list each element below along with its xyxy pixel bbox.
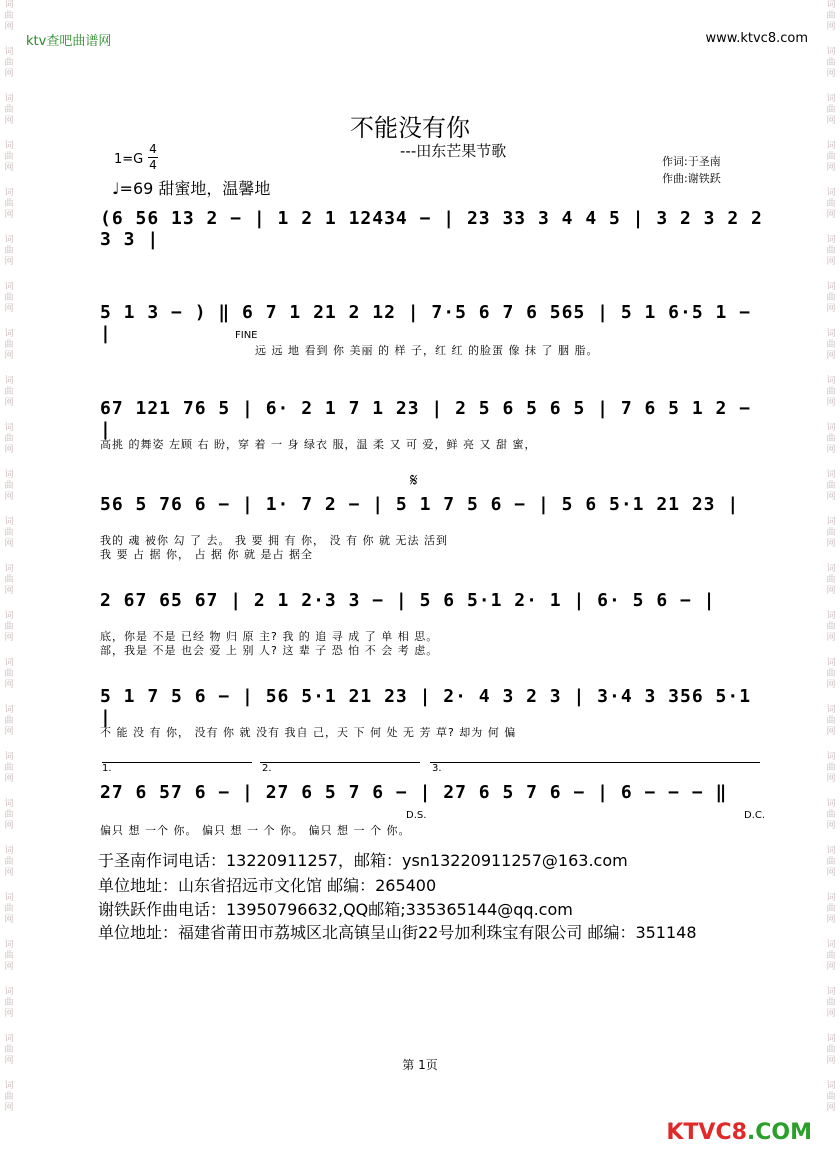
watermark-text: 词曲网 (4, 987, 14, 1019)
lyricist-credit: 作词:于圣南 (662, 155, 721, 168)
watermark-text: 词曲网 (826, 987, 836, 1019)
site-logo[interactable] (666, 1120, 812, 1145)
composer-credit: 作曲:谢铁跃 (662, 172, 721, 185)
site-name-left[interactable]: ktv查吧曲谱网 (26, 34, 112, 49)
watermark-text: 词曲网 (4, 423, 14, 455)
score-row (100, 470, 770, 572)
watermark-text: 词曲网 (4, 799, 14, 831)
ds-mark: D.S. (406, 810, 427, 821)
watermark-text: 词曲网 (826, 376, 836, 408)
watermark-text: 词曲网 (4, 329, 14, 361)
watermark-text: 词曲网 (826, 799, 836, 831)
lyric-line: 不 能 没 有 你， 没有 你 就 没有 我自 己，天 下 何 处 无 芳 草? 却为 何 偏 (100, 726, 517, 739)
lyric-line: 远 远 地 看到 你 美丽 的 样 子，红 红 的脸蛋 像 抹 了 胭 脂。 (255, 344, 599, 357)
song-title: 不能没有你 (350, 114, 470, 142)
volta-bracket (260, 762, 420, 763)
contact-line: 于圣南作词电话：13220911257，邮箱：ysn13220911257@163.com (98, 851, 628, 870)
notation-line: 5 1 3 − ) ‖ 6 7 1 21 2 12 | 7·5 6 7 6 565 | 5 1 6·5 1 − | (100, 302, 752, 344)
watermark-text: 词曲网 (826, 329, 836, 361)
time-signature (148, 142, 158, 173)
logo-part: C8 (715, 1120, 747, 1145)
watermark-text: 词曲网 (826, 752, 836, 784)
watermark-text: 词曲网 (4, 611, 14, 643)
fine-mark: FINE (235, 330, 258, 341)
notation-line: 27 6 57 6 − | 27 6 5 7 6 − | 27 6 5 7 6 − | 6 − − − ‖ (100, 782, 728, 803)
watermark-text: 词曲网 (826, 0, 836, 32)
watermark-text: 词曲网 (826, 47, 836, 79)
key-signature: 1=G (114, 152, 144, 167)
watermark-text: 词曲网 (4, 1034, 14, 1066)
time-signature-top: 4 (149, 142, 157, 156)
lyric-line-2: 部，我是 不是 也会 爱 上 别 人? 这 辈 子 恐 怕 不 会 考 虑。 (100, 644, 439, 657)
watermark-text: 词曲网 (826, 940, 836, 972)
watermark-text: 词曲网 (826, 611, 836, 643)
watermark-text: 词曲网 (826, 1034, 836, 1066)
watermark-text: 词曲网 (4, 1081, 14, 1113)
score-row (100, 590, 770, 668)
score-row (100, 686, 770, 764)
contact-line: 单位地址：福建省莆田市荔城区北高镇呈山街22号加利珠宝有限公司 邮编：351148 (98, 923, 697, 942)
watermark-text: 词曲网 (4, 564, 14, 596)
watermark-text: 词曲网 (826, 517, 836, 549)
lyric-line: 我的 魂 被你 勾 了 去。 我 要 拥 有 你， 没 有 你 就 无法 活到 (100, 534, 448, 547)
watermark-text: 词曲网 (4, 752, 14, 784)
watermark-text: 词曲网 (826, 188, 836, 220)
notation-line: 2 67 65 67 | 2 1 2·3 3 − | 5 6 5·1 2· 1 | 6· 5 6 − | (100, 590, 716, 611)
contact-line: 谢铁跃作曲电话：13950796632,QQ邮箱;335365144@qq.com (98, 900, 573, 919)
watermark-text: 词曲网 (4, 893, 14, 925)
volta-bracket (102, 762, 252, 763)
watermark-text: 词曲网 (826, 1081, 836, 1113)
segno-icon: 𝄋 (410, 470, 418, 491)
watermark-text: 词曲网 (4, 940, 14, 972)
watermark-text: 词曲网 (4, 94, 14, 126)
tempo-text: =69 甜蜜地，温馨地 (119, 179, 271, 198)
watermark-text: 词曲网 (4, 188, 14, 220)
watermark-text: 词曲网 (826, 705, 836, 737)
score-row (100, 302, 770, 380)
watermark-text: 词曲网 (4, 376, 14, 408)
page-number: 第 1页 (402, 1058, 438, 1072)
logo-part: .COM (746, 1120, 812, 1145)
score-row (100, 398, 770, 476)
volta-3: 3. (432, 763, 442, 774)
watermark-text: 词曲网 (826, 94, 836, 126)
logo-part: KTV (666, 1120, 716, 1145)
lyric-line-2: 我 要 占 据 你， 占 据 你 就 是占 据全 (100, 548, 313, 561)
watermark-text: 词曲网 (4, 658, 14, 690)
watermark-text: 词曲网 (826, 423, 836, 455)
score-row (100, 208, 770, 286)
notation-line: 5 1 7 5 6 − | 56 5·1 21 23 | 2· 4 3 2 3 | 3·4 3 356 5·1 | (100, 686, 752, 728)
watermark-text: 词曲网 (826, 893, 836, 925)
volta-1: 1. (102, 763, 112, 774)
volta-2: 2. (262, 763, 272, 774)
notation-line: 67 121 76 5 | 6· 2 1 7 1 23 | 2 5 6 5 6 5 | 7 6 5 1 2 − | (100, 398, 752, 440)
watermark-text: 词曲网 (4, 282, 14, 314)
watermark-text: 词曲网 (4, 235, 14, 267)
notation-line: 56 5 76 6 − | 1· 7 2 − | 5 1 7 5 6 − | 5 6 5·1 21 23 | (100, 494, 740, 515)
dc-mark: D.C. (744, 810, 766, 821)
watermark-text: 词曲网 (4, 846, 14, 878)
notation-line: (6 56 13 2 − | 1 2 1 12434 − | 23 33 3 4 4 5 | 3 2 3 2 2 3 3 | (100, 208, 763, 250)
watermark-right (824, 0, 838, 1169)
watermark-text: 词曲网 (4, 141, 14, 173)
watermark-text: 词曲网 (826, 846, 836, 878)
tempo-marking (112, 176, 270, 199)
contact-line: 单位地址：山东省招远市文化馆 邮编：265400 (98, 876, 437, 895)
quarter-note-icon: ♩ (112, 179, 120, 198)
watermark-text: 词曲网 (4, 470, 14, 502)
watermark-text: 词曲网 (826, 564, 836, 596)
volta-bracket (430, 762, 760, 763)
watermark-text: 词曲网 (826, 470, 836, 502)
lyric-line: 底，你是 不是 已经 物 归 原 主? 我 的 追 寻 成 了 单 相 思。 (100, 630, 439, 643)
watermark-text: 词曲网 (4, 47, 14, 79)
song-subtitle: ---田东芒果节歌 (400, 142, 507, 160)
watermark-text: 词曲网 (4, 0, 14, 32)
watermark-text: 词曲网 (4, 517, 14, 549)
lyric-line: 偏只 想 一个 你。 偏只 想 一 个 你。 偏只 想 一 个 你。 (100, 824, 411, 837)
watermark-left (2, 0, 16, 1169)
watermark-text: 词曲网 (826, 141, 836, 173)
watermark-text: 词曲网 (826, 282, 836, 314)
site-url-right[interactable]: www.ktvc8.com (705, 31, 808, 46)
watermark-text: 词曲网 (826, 658, 836, 690)
watermark-text: 词曲网 (826, 235, 836, 267)
watermark-text: 词曲网 (4, 705, 14, 737)
lyric-line: 高挑 的舞姿 左顾 右 盼，穿 着 一 身 绿衣 服，温 柔 又 可 爱，鲜 亮 又 甜 蜜， (100, 438, 537, 451)
time-signature-bottom: 4 (149, 158, 157, 172)
